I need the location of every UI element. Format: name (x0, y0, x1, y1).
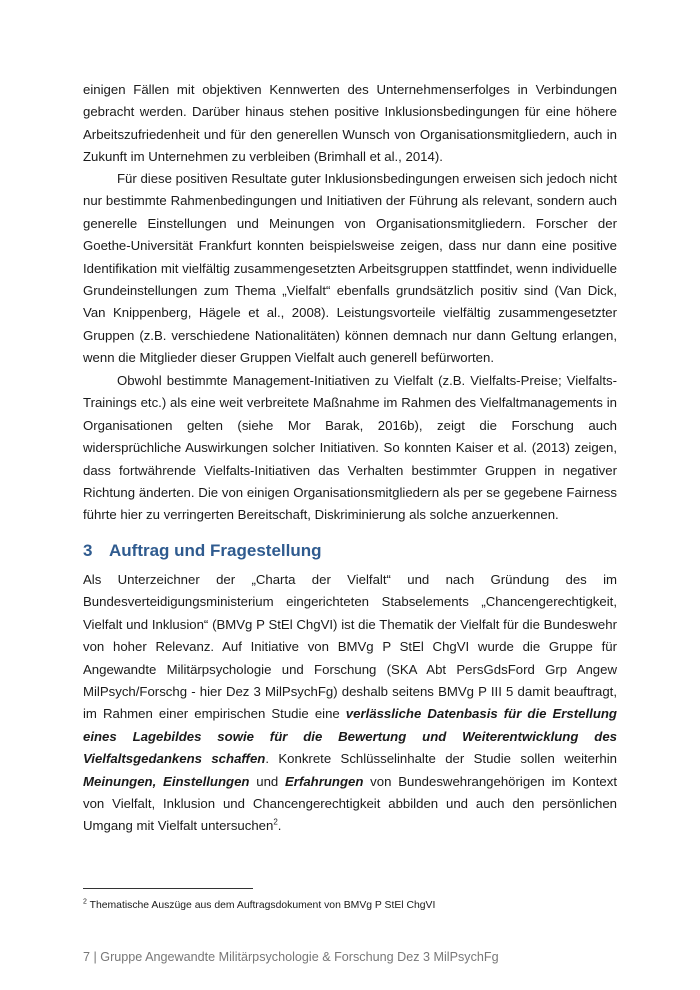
paragraph-management-initiatives (83, 370, 617, 527)
emphasis-experiences: Erfahrungen (285, 773, 364, 789)
emphasis-data-basis: verlässliche Datenbasis für die Erstellung eines Lagebildes sowie für die Bewertung und Weiterentwicklung des Vielfaltsgedankens schaffen (83, 706, 617, 767)
page-footer: 7 | Gruppe Angewandte Militärpsychologie & Forschung Dez 3 MilPsychFg (83, 950, 499, 964)
paragraph-positive-results (83, 168, 617, 370)
text-run: Als Unterzeichner der „Charta der Vielfalt“ und nach Gründung des im Bundesverteidigungsministerium eingerichteten Stabselements „Chancengerechtigkeit, Vielfalt und Inklusion“ (BMVg P StEl ChgVI) ist die Thematik der Vielfalt für die Bundeswehr von hoher Relevanz. Auf Initiative von BMVg P StEl ChgVI wurde die Gruppe für Angewandte Militärpsychologie und Forschung (SKA Abt PersGdsFord Grp Angew MilPsych/Forschg - hier Dez 3 MilPsychFg) deshalb seitens BMVg P III 5 damit beauftragt, im Rahmen einer empirischen Studie eine (83, 572, 617, 722)
section-number: 3 (83, 541, 93, 560)
footnote (83, 900, 435, 911)
section-heading (83, 541, 322, 561)
emphasis-opinions: Meinungen, Einstellungen (83, 773, 250, 789)
paragraph-continuation (83, 79, 617, 169)
footnote-divider (83, 888, 253, 889)
section-title: Auftrag und Fragestellung (109, 541, 322, 560)
footnote-marker: 2 (83, 898, 87, 906)
text-run: und (249, 773, 286, 789)
paragraph-text: Obwohl bestimmte Management-Initiativen zu Vielfalt (z.B. Vielfalts-Preise; Vielfalts-Trainings etc.) als eine weit verbreitete Maßnahme im Rahmen des Vielfaltmanagements in Organisationen gelten (siehe Mor Barak, 2016b), zeigt die Forschung auch widersprüchliche Auswirkungen solcher Initiativen. So konnten Kaiser et al. (2013) zeigen, dass fortwährende Vielfalts-Initiativen das Verhalten bestimmter Gruppen in negativer Richtung änderten. Die von einigen Organisationsmitgliedern als per se gegebene Fairness führte hier zu verringerten Bereitschaft, Diskriminierung als solche anzuerkennen. (83, 373, 617, 523)
paragraph-text (83, 569, 617, 838)
footnote-text: Thematische Auszüge aus dem Auftragsdokument von BMVg P StEl ChgVI (86, 900, 436, 911)
text-run: von Bundeswehrangehörigen im Kontext von Vielfalt, Inklusion und Chancengerechtigkeit abbilden und auch den persönlichen Umgang mit Vielfalt untersuchen (83, 773, 617, 834)
paragraph-text: einigen Fällen mit objektiven Kennwerten des Unternehmenserfolges in Verbindungen gebracht werden. Darüber hinaus stehen positive Inklusionsbedingungen für eine höhere Arbeitszufriedenheit und für den generellen Wunsch von Organisationsmitgliedern, auch in Zukunft im Unternehmen zu verbleiben (Brimhall et al., 2014). (83, 82, 617, 165)
paragraph-text: Für diese positiven Resultate guter Inklusionsbedingungen erweisen sich jedoch nicht nur bestimmte Rahmenbedingungen und Initiativen der Führung als relevant, sondern auch generelle Einstellungen und Meinungen von Organisationsmitgliedern. Forscher der Goethe-Universität Frankfurt konnten beispielsweise zeigen, dass nur dann eine positive Identifikation mit vielfältig zusammengesetzten Arbeitsgruppen stattfindet, wenn individuelle Grundeinstellungen zum Thema „Vielfalt“ ebenfalls grundsätzlich positiv sind (Van Dick, Van Knippenberg, Hägele et al., 2008). Leistungsvorteile vielfältig zusammengesetzter Gruppen (z.B. verschiedene Nationalitäten) können demnach nur dann Geltung erlangen, wenn die Mitglieder dieser Gruppen Vielfalt auch generell befürworten. (83, 171, 617, 366)
paragraph-assignment (83, 569, 617, 838)
footnote-reference[interactable]: 2 (273, 818, 278, 828)
text-run: . Konkrete Schlüsselinhalte der Studie sollen weiterhin (265, 751, 617, 767)
text-run: . (277, 818, 282, 834)
